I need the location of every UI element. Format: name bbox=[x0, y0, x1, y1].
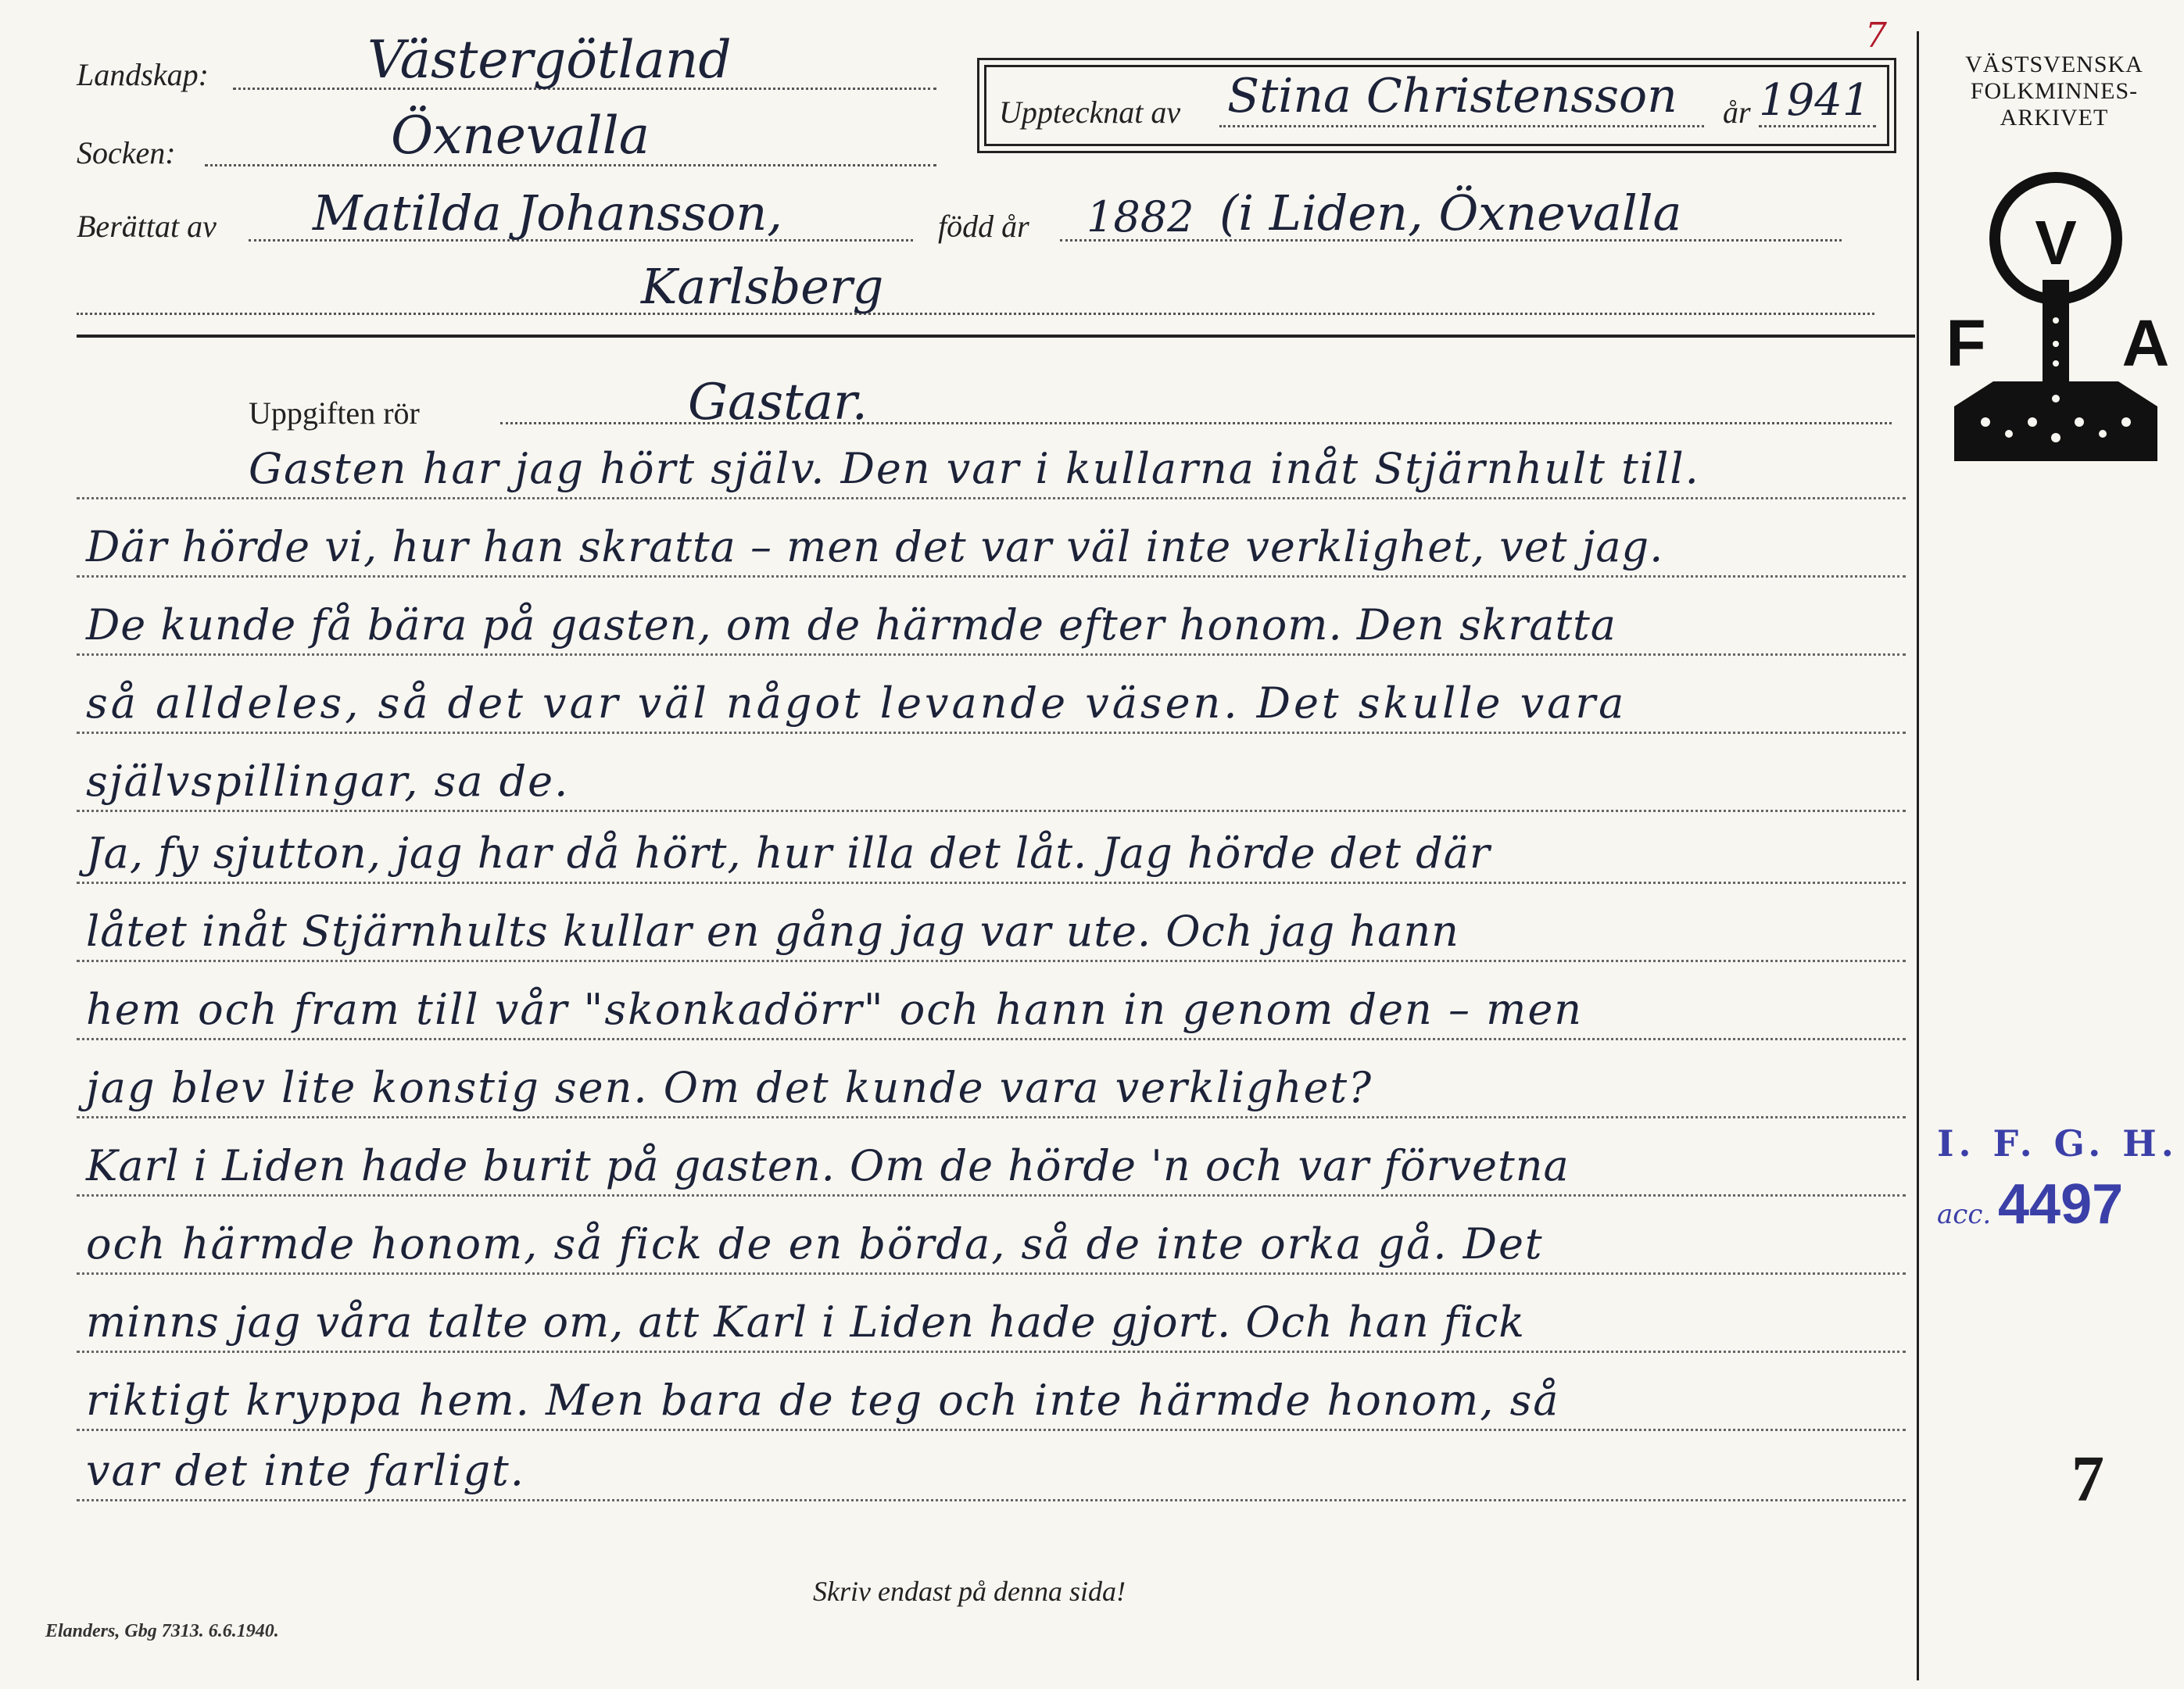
body-line: så alldeles, så det var väl något levande väsen. Det skulle vara bbox=[86, 678, 1627, 728]
logo-f: F bbox=[1946, 306, 1986, 380]
vfa-logo-icon bbox=[1931, 164, 2181, 485]
recorder-label: Upptecknat av bbox=[999, 95, 1181, 130]
subject-label: Uppgiften rör bbox=[249, 395, 420, 431]
born-label: född år bbox=[938, 209, 1029, 244]
page-mark-red: 7 bbox=[1865, 16, 1887, 55]
body-line: och härmde honom, så fick de en börda, så de inte orka gå. Det bbox=[86, 1219, 1544, 1269]
narrator-value-2: Karlsberg bbox=[641, 258, 884, 315]
landskap-label: Landskap: bbox=[77, 57, 209, 92]
body-rule bbox=[77, 1499, 1906, 1501]
body-rule bbox=[77, 882, 1906, 884]
narrator-value: Matilda Johansson, bbox=[313, 184, 782, 242]
body-rule bbox=[77, 575, 1906, 578]
body-line: låtet inåt Stjärnhults kullar en gång jag var ute. Och jag hann bbox=[86, 907, 1459, 956]
footer-instruction: Skriv endast på denna sida! bbox=[813, 1576, 1126, 1607]
year-value: 1941 bbox=[1759, 75, 1871, 126]
body-line: riktigt kryppa hem. Men bara de teg och inte härmde honom, så bbox=[86, 1376, 1560, 1425]
socken-value: Öxnevalla bbox=[391, 106, 650, 166]
body-rule bbox=[77, 810, 1906, 812]
body-rule bbox=[77, 497, 1906, 499]
landskap-value: Västergötland bbox=[367, 30, 732, 90]
born-year: 1882 bbox=[1087, 192, 1194, 242]
body-line: hem och fram till vår "skonkadörr" och hann in genom den – men bbox=[86, 985, 1584, 1034]
narrator-dotline-2 bbox=[77, 313, 1874, 315]
narrator-label: Berättat av bbox=[77, 209, 217, 244]
stamp-ifgh: I. F. G. H. bbox=[1937, 1122, 2179, 1165]
body-rule bbox=[77, 1038, 1906, 1040]
printer-note: Elanders, Gbg 7313. 6.6.1940. bbox=[45, 1621, 279, 1641]
header-separator bbox=[77, 335, 1915, 338]
body-line: De kunde få bära på gasten, om de härmde efter honom. Den skratta bbox=[86, 600, 1617, 649]
body-line: Där hörde vi, hur han skratta – men det var väl inte verklighet, vet jag. bbox=[86, 522, 1664, 571]
body-rule bbox=[77, 1351, 1906, 1353]
body-line: självspillingar, sa de. bbox=[86, 757, 570, 806]
body-rule bbox=[77, 1272, 1906, 1275]
stamp-acc-label: acc. bbox=[1937, 1199, 1992, 1230]
body-line: Ja, fy sjutton, jag har då hört, hur illa det låt. Jag hörde det där bbox=[86, 828, 1491, 878]
year-label: år bbox=[1723, 95, 1751, 130]
recorder-value: Stina Christensson bbox=[1227, 69, 1677, 123]
stamp-acc-number: 4497 bbox=[1998, 1173, 2124, 1236]
logo-v: V bbox=[2035, 208, 2077, 277]
recorder-dotline bbox=[1219, 125, 1704, 127]
archive-name-line3: ARKIVET bbox=[2000, 105, 2109, 131]
page-number: 7 bbox=[2071, 1443, 2104, 1515]
archive-name-line1: VÄSTSVENSKA bbox=[1965, 52, 2143, 77]
margin-rule bbox=[1917, 31, 1919, 1680]
born-place: (i Liden, Öxnevalla bbox=[1219, 184, 1682, 242]
body-rule bbox=[77, 732, 1906, 734]
archive-name-line2: FOLKMINNES- bbox=[1970, 78, 2139, 104]
socken-label: Socken: bbox=[77, 135, 176, 170]
body-line: Karl i Liden hade burit på gasten. Om de hörde 'n och var förvetna bbox=[86, 1141, 1570, 1190]
body-rule bbox=[77, 653, 1906, 656]
body-line: minns jag våra talte om, att Karl i Liden hade gjort. Och han fick bbox=[86, 1297, 1525, 1347]
body-rule bbox=[77, 1429, 1906, 1431]
body-rule bbox=[77, 960, 1906, 962]
body-line: var det inte farligt. bbox=[86, 1446, 525, 1495]
subject-value: Gastar. bbox=[688, 374, 868, 431]
body-rule bbox=[77, 1116, 1906, 1118]
body-line: jag blev lite konstig sen. Om det kunde vara verklighet? bbox=[86, 1063, 1373, 1112]
archive-name bbox=[1924, 52, 2184, 131]
logo-a: A bbox=[2121, 306, 2170, 380]
body-line: Gasten har jag hört själv. Den var i kullarna inåt Stjärnhult till. bbox=[249, 444, 1700, 493]
body-rule bbox=[77, 1194, 1906, 1197]
